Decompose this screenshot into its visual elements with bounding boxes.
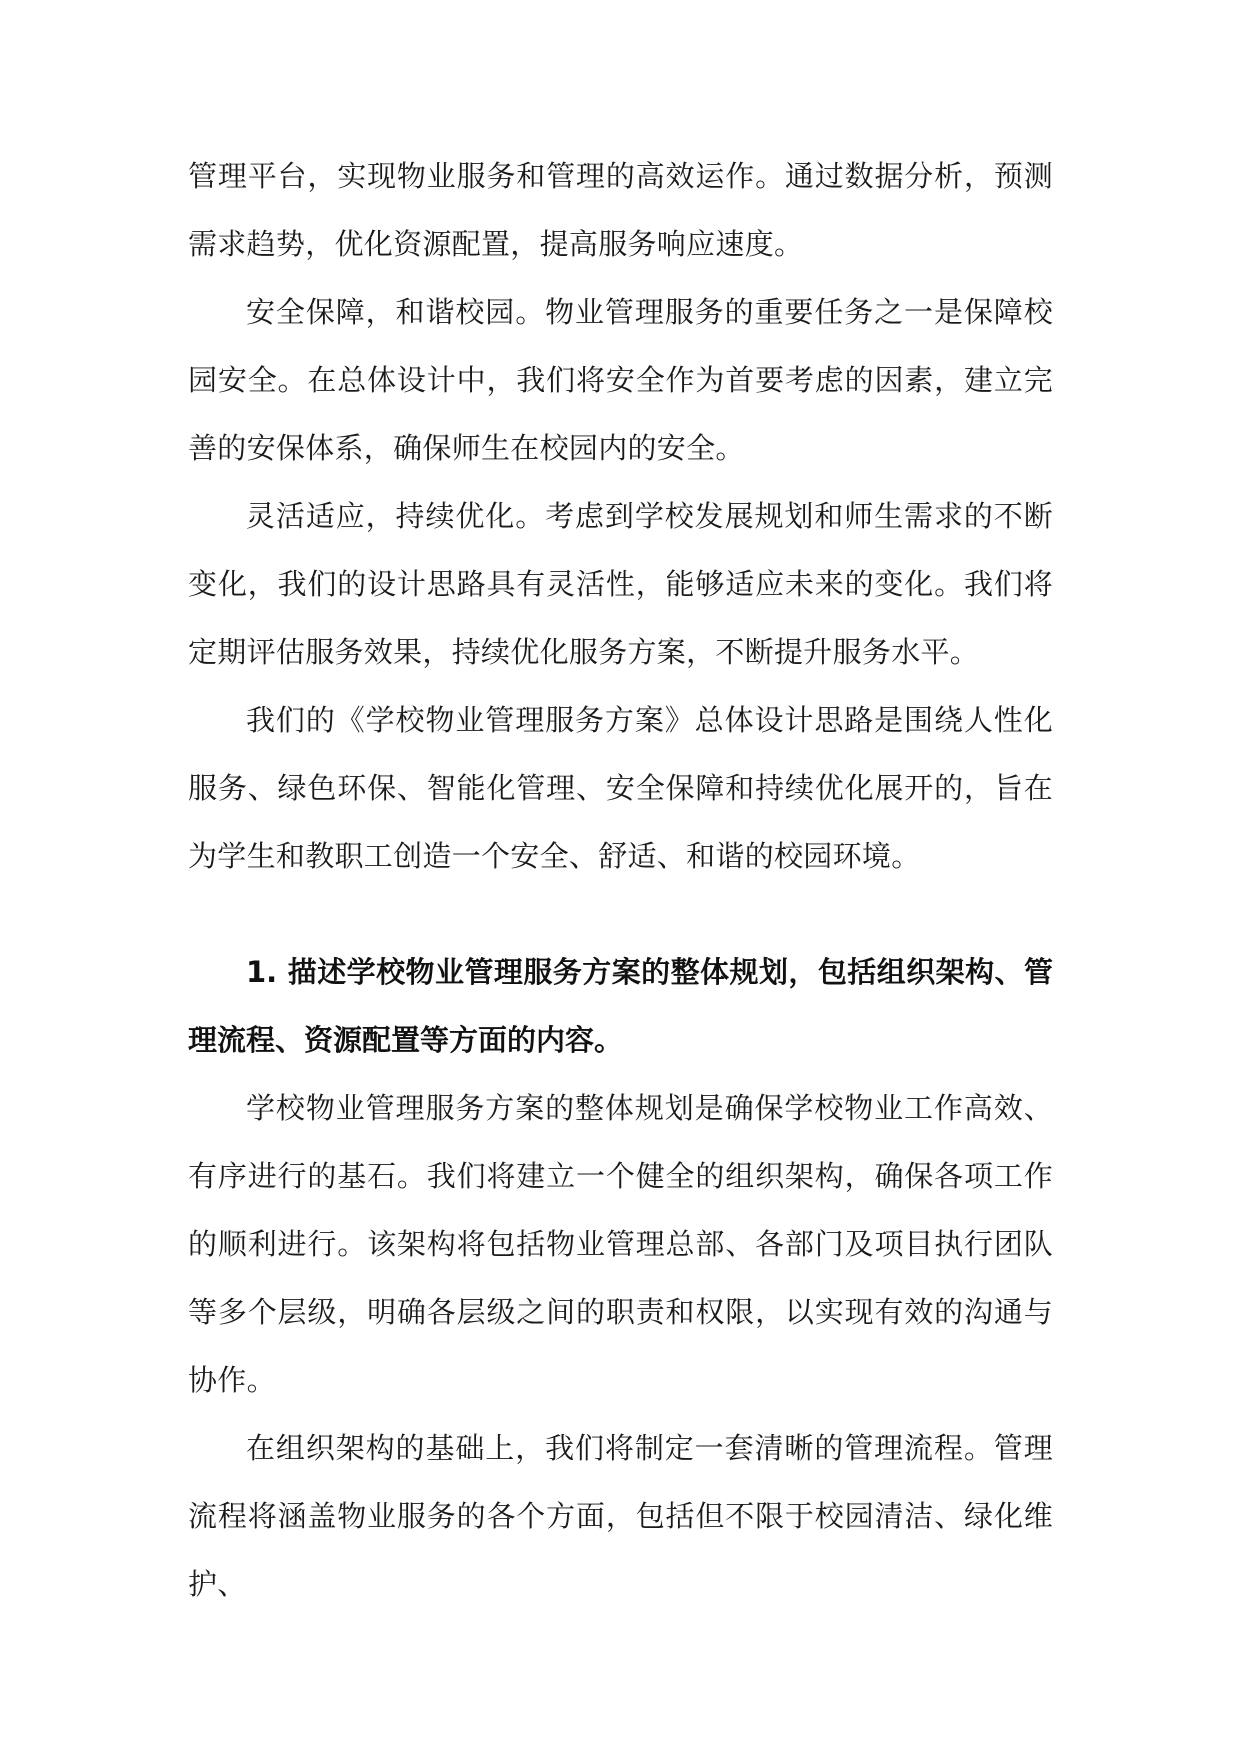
paragraph-flexibility: 灵活适应，持续优化。考虑到学校发展规划和师生需求的不断变化，我们的设计思路具有灵活性，能够适应未来的变化。我们将定期评估服务效果，持续优化服务方案，不断提升服务水平。 bbox=[188, 499, 1053, 669]
section-heading: 1. 描述学校物业管理服务方案的整体规划，包括组织架构、管理流程、资源配置等方面的内容。 bbox=[188, 955, 1053, 1057]
paragraph-summary: 我们的《学校物业管理服务方案》总体设计思路是围绕人性化服务、绿色环保、智能化管理、安全保障和持续优化展开的，旨在为学生和教职工创造一个安全、舒适、和谐的校园环境。 bbox=[188, 703, 1053, 873]
paragraph-planning: 学校物业管理服务方案的整体规划是确保学校物业工作高效、有序进行的基石。我们将建立一个健全的组织架构，确保各项工作的顺利进行。该架构将包括物业管理总部、各部门及项目执行团队等多个层级，明确各层级之间的职责和权限，以实现有效的沟通与协作。 bbox=[188, 1091, 1053, 1397]
document-body bbox=[188, 142, 1053, 1618]
paragraph-continued: 管理平台，实现物业服务和管理的高效运作。通过数据分析，预测需求趋势，优化资源配置，提高服务响应速度。 bbox=[188, 159, 1053, 261]
paragraph-safety: 安全保障，和谐校园。物业管理服务的重要任务之一是保障校园安全。在总体设计中，我们将安全作为首要考虑的因素，建立完善的安保体系，确保师生在校园内的安全。 bbox=[188, 295, 1053, 465]
paragraph-process: 在组织架构的基础上，我们将制定一套清晰的管理流程。管理流程将涵盖物业服务的各个方面，包括但不限于校园清洁、绿化维护、 bbox=[188, 1431, 1053, 1601]
